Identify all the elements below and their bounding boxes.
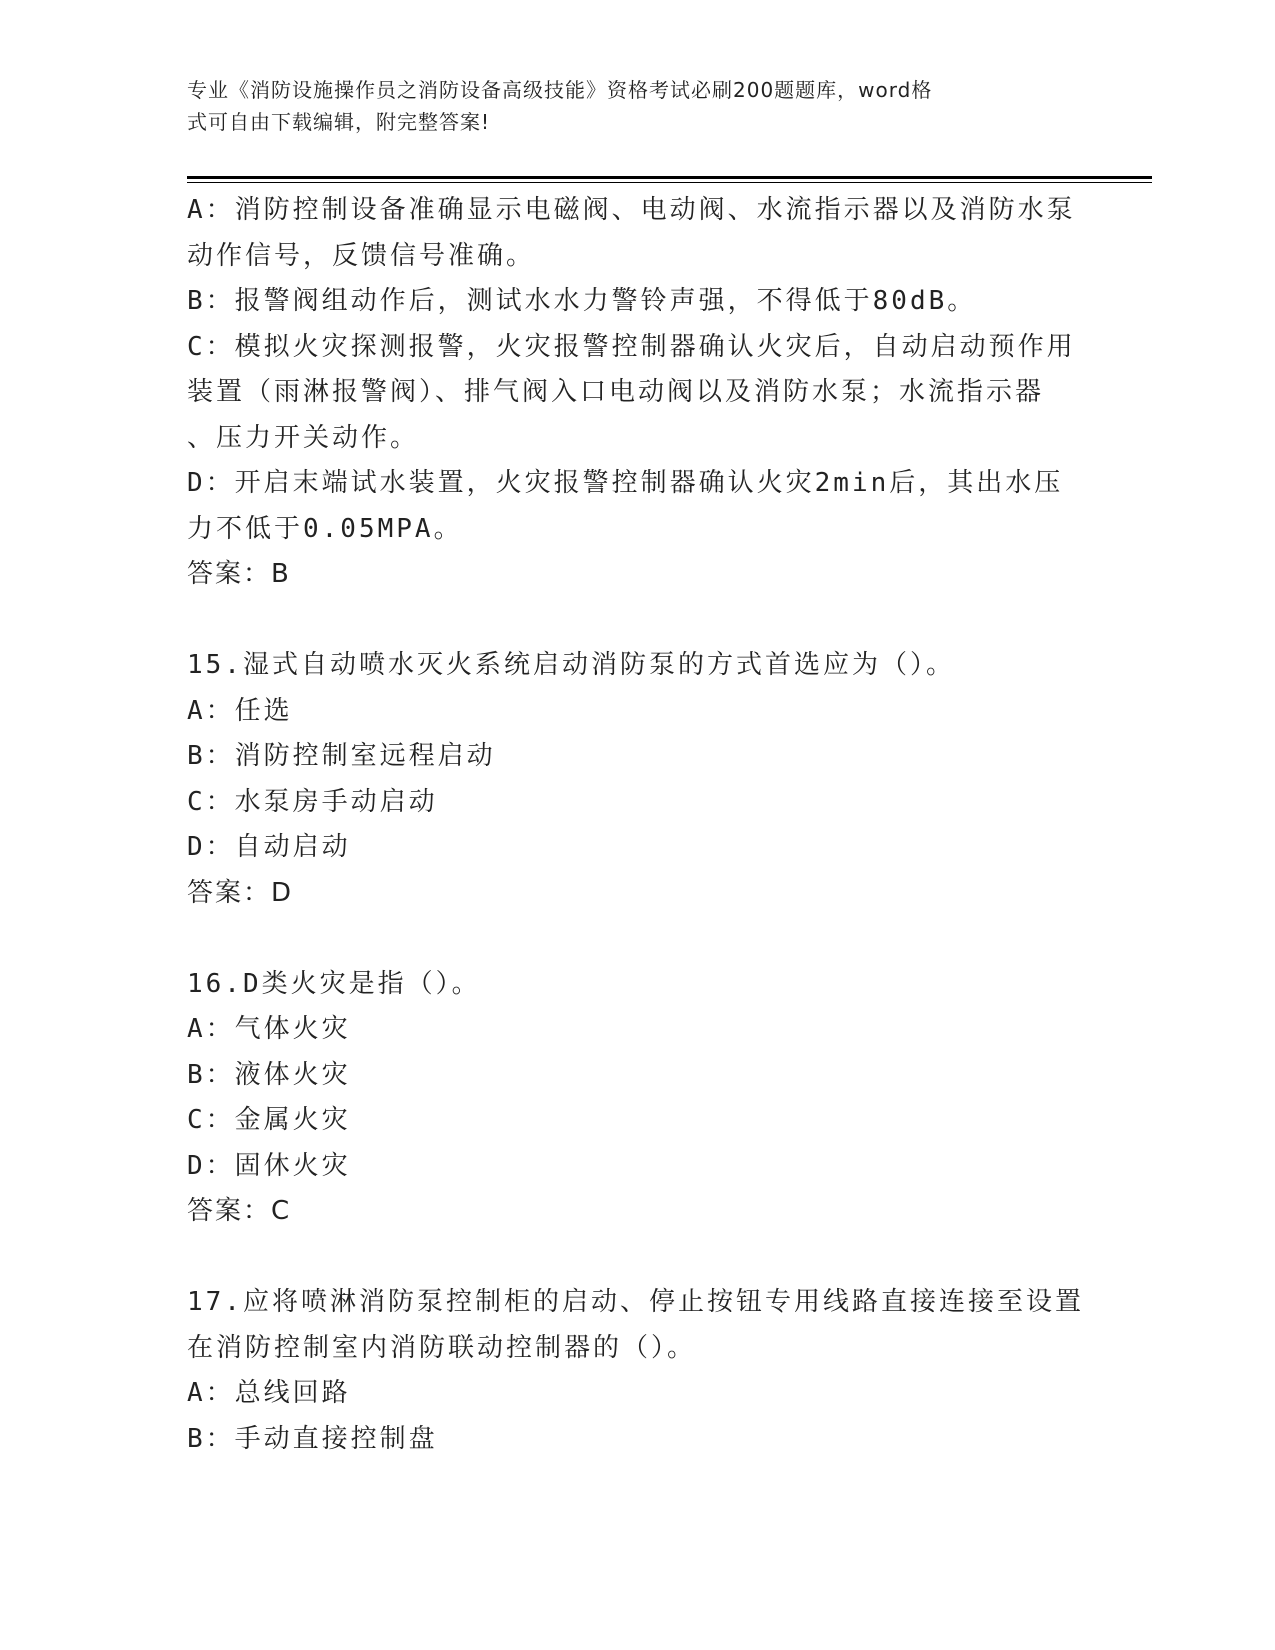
q16-answer: 答案：C <box>187 1196 292 1226</box>
q14-option-b: B：报警阀组动作后，测试水水力警铃声强，不得低于80dB。 <box>187 286 977 316</box>
q17-option-b: B：手动直接控制盘 <box>187 1423 438 1454</box>
q17-question-line-2: 在消防控制室内消防联动控制器的（）。 <box>187 1332 697 1363</box>
q15-option-d: D：自动启动 <box>187 832 351 862</box>
q16-option-d: D：固休火灾 <box>187 1150 351 1181</box>
header-divider-thin <box>187 182 1152 183</box>
q17-question-line-1: 17.应将喷淋消防泵控制柜的启动、停止按钮专用线路直接连接至设置 <box>187 1287 1084 1317</box>
q14-option-a-line-1: A：消防控制设备准确显示电磁阀、电动阀、水流指示器以及消防水泵 <box>187 195 1076 225</box>
q16-option-a: A：气体火灾 <box>187 1014 351 1044</box>
header-line-1: 专业《消防设施操作员之消防设备高级技能》资格考试必刷200题题库，word格 <box>187 78 933 102</box>
q15-option-b: B：消防控制室远程启动 <box>187 741 496 771</box>
spacer <box>187 1235 1087 1281</box>
q16-option-c: C：金属火灾 <box>187 1105 351 1135</box>
q14-option-c-line-3: 、压力开关动作。 <box>187 422 420 453</box>
q14-option-d-line-2: 力不低于0.05MPA。 <box>187 513 463 544</box>
q16-option-b: B：液体火灾 <box>187 1059 351 1090</box>
header-divider-thick <box>187 176 1152 179</box>
q15-option-c: C：水泵房手动启动 <box>187 786 438 817</box>
q14-option-d-line-1: D：开启末端试水装置，火灾报警控制器确认火灾2min后，其出水压 <box>187 468 1064 498</box>
question-content <box>187 188 1087 1462</box>
question-16-block <box>187 962 1087 1235</box>
question-15-block <box>187 643 1087 916</box>
header-line-2: 式可自由下载编辑，附完整答案! <box>187 110 491 134</box>
page-header <box>187 74 1067 138</box>
q14-option-c-line-1: C：模拟火灾探测报警，火灾报警控制器确认火灾后，自动启动预作用 <box>187 331 1076 362</box>
q17-option-a: A：总线回路 <box>187 1378 351 1408</box>
q14-answer: 答案：B <box>187 559 291 589</box>
question-17-block <box>187 1280 1087 1462</box>
q14-option-c-line-2: 装置（雨淋报警阀）、排气阀入口电动阀以及消防水泵；水流指示器 <box>187 377 1045 407</box>
spacer <box>187 916 1087 962</box>
q16-question: 16.D类火灾是指（）。 <box>187 968 481 999</box>
q15-option-a: A：任选 <box>187 695 293 726</box>
q15-question: 15.湿式自动喷水灭火系统启动消防泵的方式首选应为（）。 <box>187 650 955 680</box>
question-14-block <box>187 188 1087 598</box>
q15-answer: 答案：D <box>187 877 294 908</box>
spacer <box>187 598 1087 644</box>
q14-option-a-line-2: 动作信号，反馈信号准确。 <box>187 240 536 271</box>
